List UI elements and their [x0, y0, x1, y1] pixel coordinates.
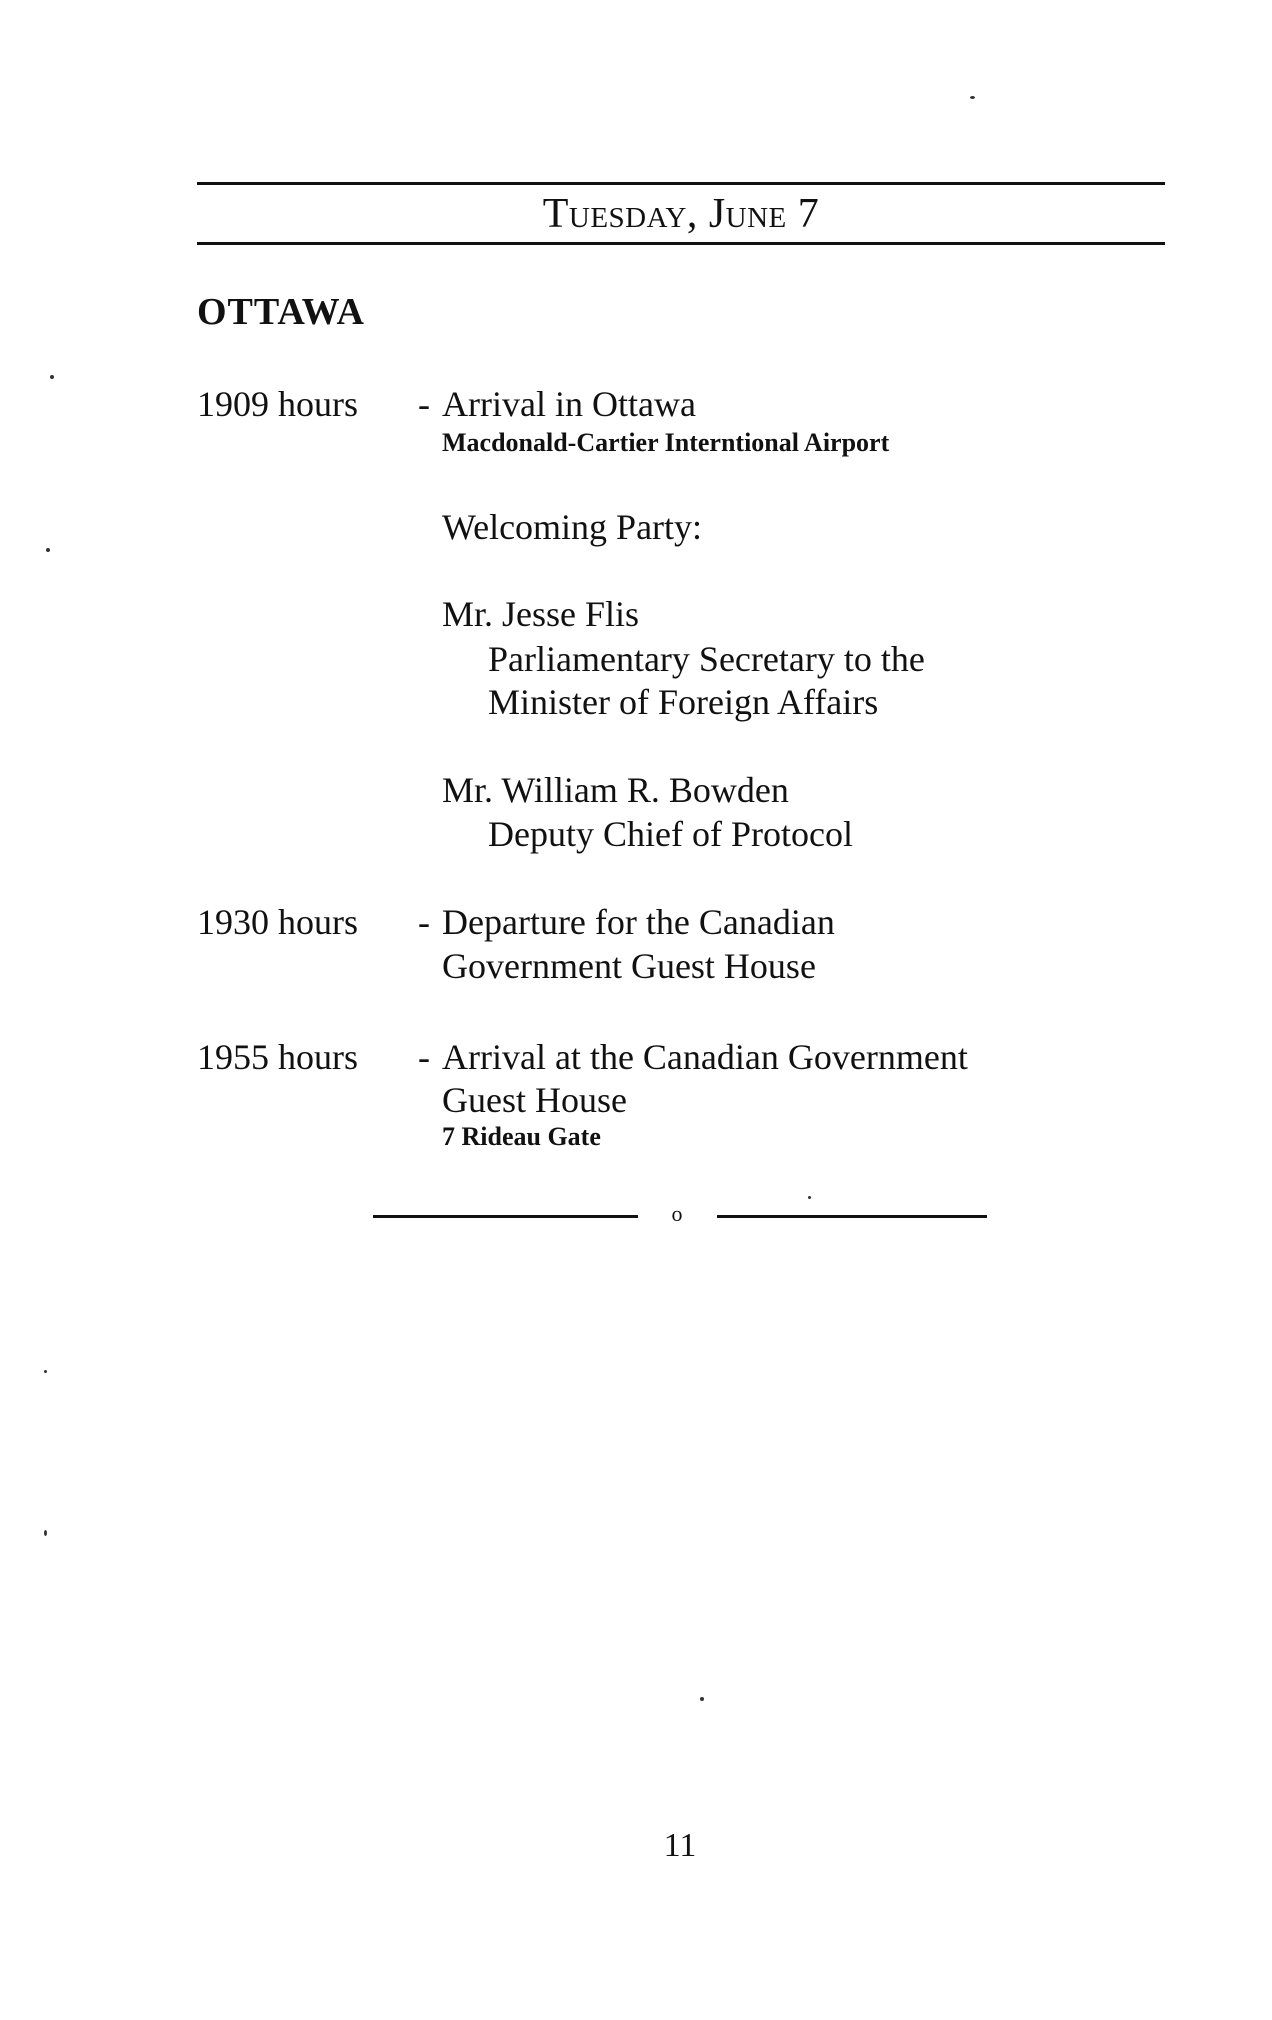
scan-speck: [808, 1196, 811, 1199]
entry-location: Macdonald-Cartier Interntional Airport: [442, 428, 890, 457]
scan-speck: [700, 1697, 704, 1701]
entry-time: 1930 hours: [197, 902, 358, 942]
scan-speck: [46, 548, 50, 552]
entry-title: Arrival in Ottawa: [442, 384, 696, 424]
entry-title: Government Guest House: [442, 946, 816, 986]
separator-ornament: o: [671, 1201, 683, 1226]
city-heading: OTTAWA: [197, 291, 365, 333]
entry-location: 7 Rideau Gate: [442, 1122, 601, 1151]
scan-speck: [44, 1530, 47, 1536]
entry-title: Departure for the Canadian: [442, 902, 835, 942]
separator-line-right: [717, 1215, 987, 1218]
entry-dash: -: [418, 902, 430, 942]
entry-time: 1909 hours: [197, 384, 358, 424]
entry-time: 1955 hours: [197, 1037, 358, 1077]
header-top-rule: [197, 182, 1165, 185]
entry-title: Arrival at the Canadian Government: [442, 1037, 968, 1077]
scan-speck: [44, 1370, 47, 1373]
welcoming-party-label: Welcoming Party:: [442, 507, 703, 547]
day-heading: Tuesday, June 7: [542, 191, 820, 237]
header-bottom-rule: [197, 242, 1165, 245]
person-name: Mr. William R. Bowden: [442, 770, 789, 810]
page-number: 11: [663, 1827, 697, 1864]
person-name: Mr. Jesse Flis: [442, 594, 640, 634]
entry-dash: -: [418, 384, 430, 424]
entry-dash: -: [418, 1037, 430, 1077]
scan-speck: [50, 375, 54, 379]
entry-title: Guest House: [442, 1080, 627, 1120]
person-role: Parliamentary Secretary to the: [488, 639, 925, 679]
separator-line-left: [373, 1215, 638, 1218]
person-role: Minister of Foreign Affairs: [488, 682, 879, 722]
scan-speck: [970, 96, 975, 99]
person-role: Deputy Chief of Protocol: [488, 814, 853, 854]
